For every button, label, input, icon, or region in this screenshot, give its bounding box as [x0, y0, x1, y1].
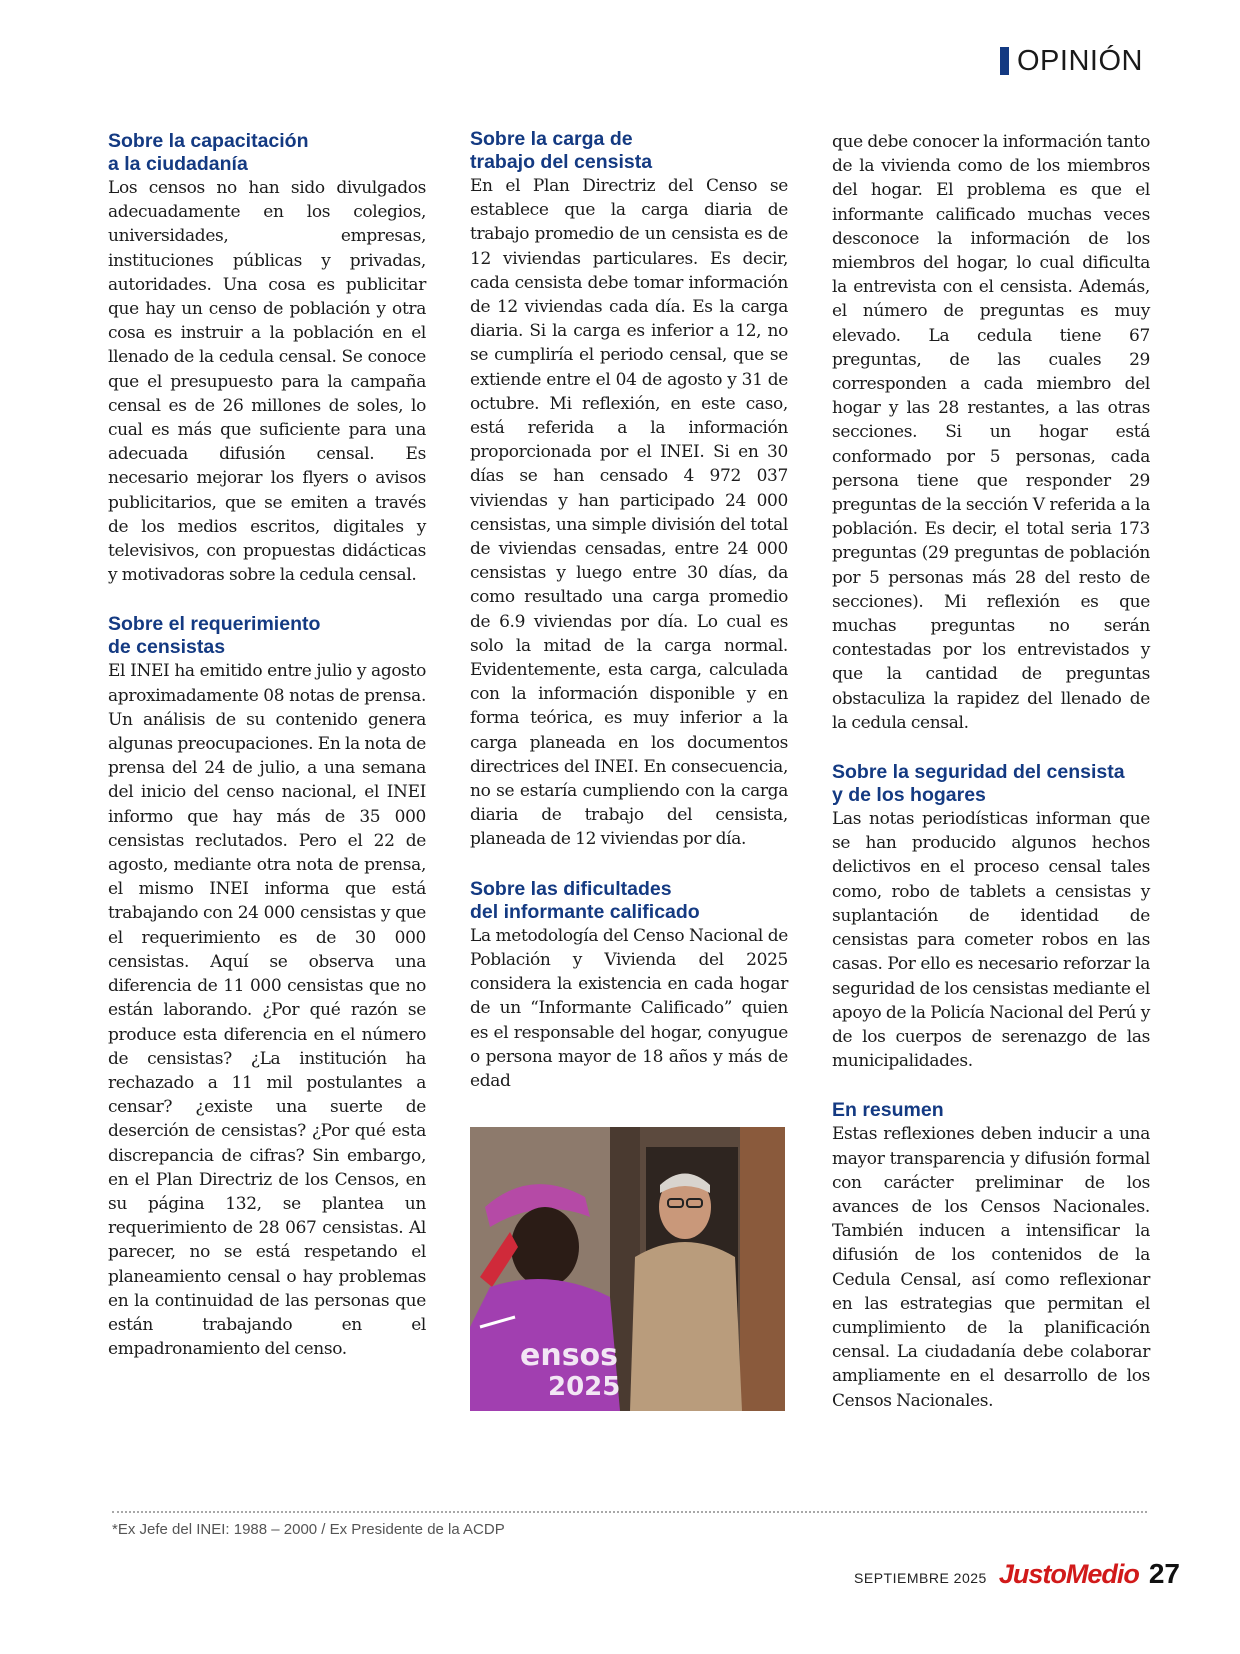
article-section [108, 613, 426, 1361]
section-body: El INEI ha emitido entre julio y agosto aproximadamente 08 notas de prensa. Un análisis de su contenido genera algunas preocupaciones. En la nota de prensa del 24 de julio, a una semana del inicio del censo nacional, el INEI informo que hay más de 35 000 censistas reclutados. Pero el 22 de agosto, mediante otra nota de prensa, el mismo INEI informa que está trabajando con 24 000 censistas y que el requerimiento es de 30 000 censistas. Aquí se observa una diferencia de 11 000 censistas que no están laborando. ¿Por qué razón se produce esta diferencia en el número de censistas? ¿La institución ha rechazado a 11 mil postulantes a censar? ¿existe una suerte de deserción de censistas? ¿Por qué esta discrepancia de cifras? Sin embargo, en el Plan Directriz de los Censos, en su página 132, se plantea un requerimiento de 28 067 censistas. Al parecer, no se está respetando el planeamiento censal o hay problemas en la continuidad de las personas que están trabajando en el empadronamiento del censo. [108, 661, 426, 1360]
section-body: En el Plan Directriz del Censo se establece que la carga diaria de trabajo promedio de un censista es de 12 viviendas particulares. Es decir, cada censista debe tomar información de 12 viviendas cada día. Es la carga diaria. Si la carga es inferior a 12, no se cumpliría el periodo censal, que se extiende entre el 04 de agosto y 31 de octubre. Mi reflexión, en este caso, está referida a la información proporcionada por el INEI. Si en 30 días se han censado 4 972 037 viviendas y han participado 24 000 censistas, una simple división del total de viviendas censadas, entre 24 000 censistas y luego entre 30 días, da como resultado una carga promedio de 6.9 viviendas por día. Lo cual es solo la mitad de la carga normal. Evidentemente, esta carga, calculada con la información disponible y en forma teórica, es muy inferior a la carga planeada en los documentos directrices del INEI. En consecuencia, no se estaría cumpliendo con la carga diaria de trabajo del censista, planeada de 12 viviendas por día. [470, 176, 788, 850]
column-3 [832, 130, 1150, 1439]
publication-logo: JustoMedio [998, 1559, 1139, 1589]
section-heading: Sobre el requerimiento de censistas [108, 613, 321, 659]
article-section [470, 878, 788, 1093]
page-footer [854, 1558, 1180, 1594]
section-tag [1000, 46, 1143, 76]
article-section [832, 1099, 1150, 1412]
census-photo-illustration [470, 1127, 785, 1411]
page-number: 27 [1148, 1558, 1180, 1589]
article-section [108, 130, 426, 587]
author-footnote: *Ex Jefe del INEI: 1988 – 2000 / Ex Presidente de la ACDP [112, 1521, 505, 1538]
section-body: Las notas periodísticas informan que se han producido algunos hechos delictivos en el proceso censal tales como, robo de tablets a censistas y suplantación de identidad de censistas para cometer robos en las casas. Por ello es necesario reforzar la seguridad de los censistas mediante el apoyo de la Policía Nacional del Perú y de los cuerpos de serenazgo de las municipalidades. [832, 809, 1150, 1072]
section-heading: Sobre la capacitación a la ciudadanía [108, 130, 309, 175]
section-body: La metodología del Censo Nacional de Población y Vivienda del 2025 considera la existencia en cada hogar de un “Informante Calificado” quien es el responsable del hogar, conyugue o persona mayor de 18 años y más de edad [470, 925, 788, 1091]
section-body: Estas reflexiones deben inducir a una mayor transparencia y difusión formal con carácter preliminar de los avances de los Censos Nacionales. También inducen a intensificar la difusión de los contenidos de la Cedula Censal, así como reflexionar en las estrategias que permitan el cumplimiento de la planificación censal. La ciudadanía debe colaborar ampliamente en el desarrollo de los Censos Nacionales. [832, 1124, 1150, 1411]
column-2 [470, 128, 788, 1411]
article-section [470, 128, 788, 852]
section-tag-bar [1000, 47, 1009, 75]
section-body: que debe conocer la información tanto de la vivienda como de los miembros del hogar. El problema es que el informante calificado muchas veces desconoce la información de los miembros del hogar, lo cual dificulta la entrevista con el censista. Además, el número de preguntas es muy elevado. La cedula tiene 67 preguntas, de las cuales 29 corresponden a cada miembro del hogar y las 28 restantes, a las otras secciones. Si un hogar está conformado por 5 personas, cada persona tiene que responder 29 preguntas de la sección V referida a la población. Es decir, el total seria 173 preguntas (29 preguntas de población por 5 personas más 28 del resto de secciones). Mi reflexión es que muchas preguntas no serán contestadas por los entrevistados y que la cantidad de preguntas obstaculiza la rapidez del llenado de la cedula censal. [832, 132, 1150, 733]
section-heading: Sobre la seguridad del censista y de los hogares [832, 761, 1125, 807]
issue-date: SEPTIEMBRE 2025 [854, 1570, 987, 1586]
column-1 [108, 130, 426, 1387]
census-photo [470, 1127, 785, 1411]
article-section [832, 761, 1150, 1073]
section-heading: Sobre las dificultades del informante calificado [470, 877, 700, 923]
article-section [832, 130, 1150, 735]
vest-text-2: 2025 [548, 1372, 621, 1403]
vest-text-1: ensos [520, 1338, 619, 1374]
section-body: Los censos no han sido divulgados adecuadamente en los colegios, universidades, empresas, instituciones públicas y privadas, autoridades. Una cosa es publicitar que hay un censo de población y otra cosa es instruir a la población en el llenado de la cedula censal. Se conoce que el presupuesto para la campaña censal es de 26 millones de soles, lo cual es más que suficiente para una adecuada difusión censal. Es necesario mejorar los flyers o avisos publicitarios, que se emiten a través de los medios escritos, digitales y televisivos, con propuestas didácticas y motivadoras sobre la cedula censal. [108, 178, 426, 586]
section-label: OPINIÓN [1017, 44, 1143, 77]
section-heading: Sobre la carga de trabajo del censista [470, 128, 653, 173]
section-heading: En resumen [832, 1099, 944, 1122]
footer-divider [112, 1511, 1147, 1513]
